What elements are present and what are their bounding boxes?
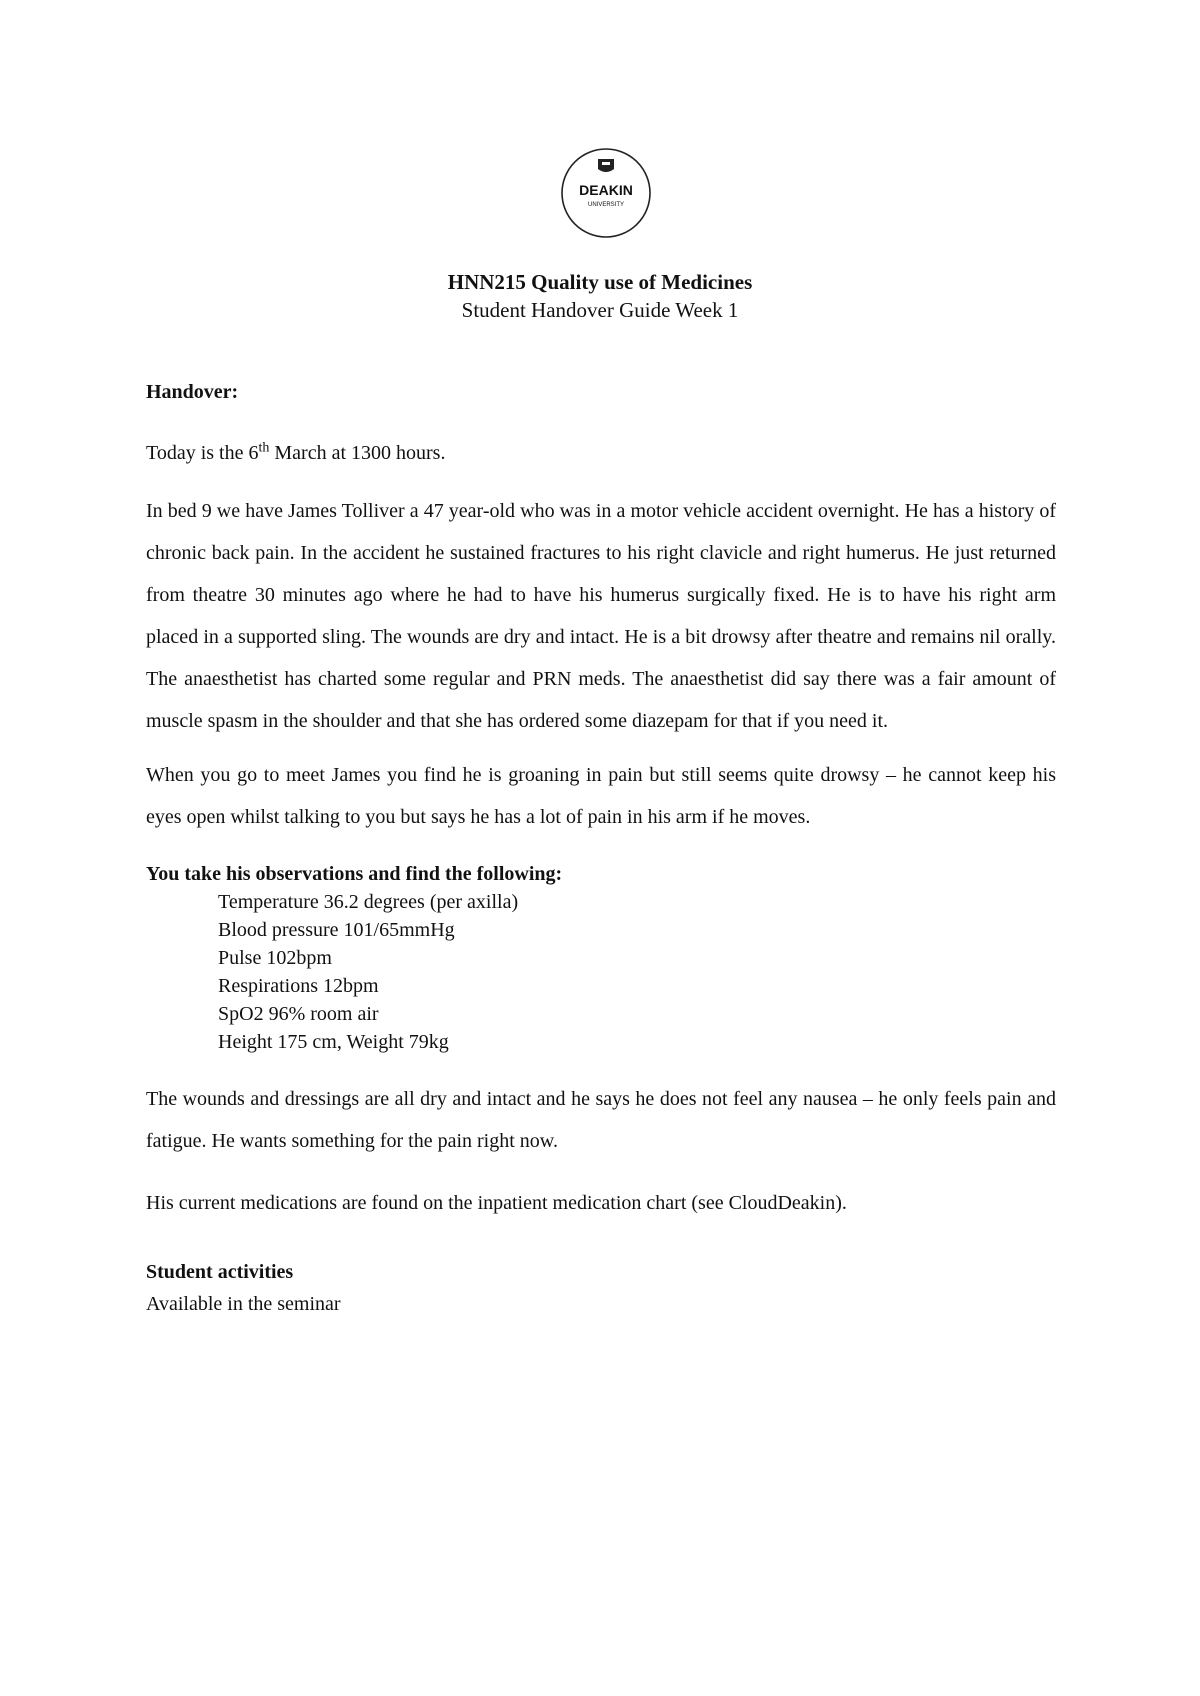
followup-paragraph-1: The wounds and dressings are all dry and intact and he says he does not feel any nausea – he only feels pain and fatigue. He wants something for the pain right now. (146, 1088, 1056, 1152)
date-superscript: th (258, 440, 270, 456)
logo-text-deakin: DEAKIN (579, 182, 633, 198)
observation-item: SpO2 96% room air (218, 1003, 379, 1025)
observation-item: Blood pressure 101/65mmHg (218, 919, 455, 941)
logo-text-university: UNIVERSITY (587, 202, 625, 208)
date-prefix: Today is the 6 (146, 442, 259, 464)
deakin-university-logo (558, 145, 654, 241)
followup-paragraph-2: His current medications are found on the inpatient medication chart (see CloudDeakin). (146, 1192, 847, 1214)
document-content (146, 378, 1056, 1322)
observation-item: Pulse 102bpm (218, 947, 332, 969)
document-title: HNN215 Quality use of Medicines (447, 270, 753, 294)
observations-heading: You take his observations and find the following: (146, 863, 563, 885)
activities-heading: Student activities (146, 1261, 294, 1283)
handover-paragraph-1: In bed 9 we have James Tolliver a 47 year-old who was in a motor vehicle accident overnight. He has a history of chronic back pain. In the accident he sustained fractures to his right clavicle and right humerus. He just returned from theatre 30 minutes ago where he had to have his humerus surgically fixed. He is to have his right arm placed in a supported sling. The wounds are dry and intact. He is a bit drowsy after theatre and remains nil orally. The anaesthetist has charted some regular and PRN meds. The anaesthetist did say there was a fair amount of muscle spasm in the shoulder and that she has ordered some diazepam for that if you need it. (146, 500, 1056, 732)
handover-paragraph-2: When you go to meet James you find he is groaning in pain but still seems quite drowsy – he cannot keep his eyes open whilst talking to you but says he has a lot of pain in his arm if he moves. (146, 764, 1056, 828)
title-block (0, 268, 1200, 324)
observation-item: Respirations 12bpm (218, 975, 379, 997)
observations-list (146, 888, 1056, 1056)
observation-item: Temperature 36.2 degrees (per axilla) (218, 891, 519, 913)
handover-date (146, 432, 1056, 474)
observation-item: Height 175 cm, Weight 79kg (218, 1031, 449, 1053)
date-suffix: March at 1300 hours. (269, 442, 446, 464)
handover-heading: Handover: (146, 381, 239, 403)
document-subtitle: Student Handover Guide Week 1 (461, 298, 739, 322)
activities-text: Available in the seminar (146, 1293, 341, 1315)
